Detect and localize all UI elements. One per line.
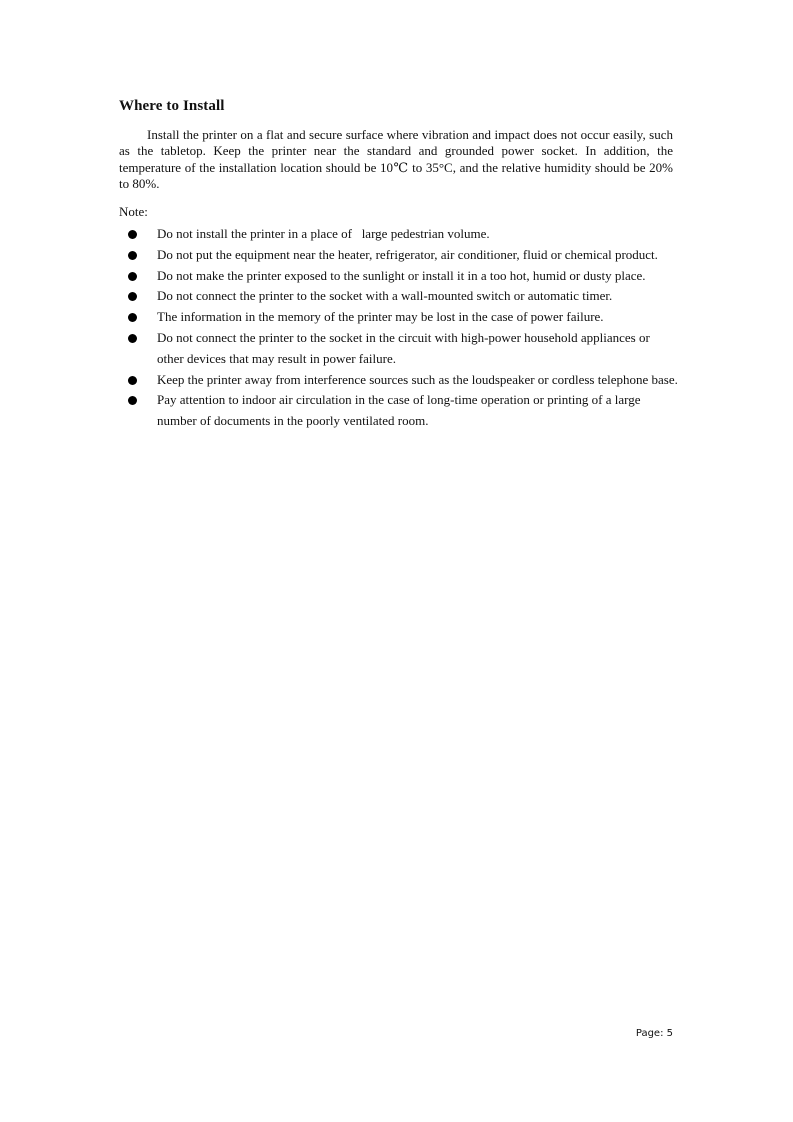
intro-paragraph: Install the printer on a flat and secure surface where vibration and impact does not occur easily, such as the tabletop. Keep the printer near the standard and grounded power socket. In addition, the temperature of the installation location should be 10℃ to 35°C, and the relative humidity should be 20% to 80%. <box>119 127 673 191</box>
note-text: The information in the memory of the printer may be lost in the case of power failure. <box>157 309 604 325</box>
note-text: Do not connect the printer to the socket in the circuit with high-power household appliances or other devices that may result in power failure. <box>157 329 650 366</box>
bullet-icon <box>128 334 137 343</box>
bullet-icon <box>128 272 137 281</box>
bullet-icon <box>128 396 137 405</box>
note-text: Pay attention to indoor air circulation in the case of long-time operation or printing of a large number of documents in the poorly ventilated room. <box>157 392 641 429</box>
note-text: Do not install the printer in a place of large pedestrian volume. <box>157 226 490 241</box>
note-item <box>119 224 679 245</box>
page-number: Page: 5 <box>635 1028 673 1039</box>
note-text: Do not connect the printer to the socket with a wall-mounted switch or automatic timer. <box>157 288 613 304</box>
note-item <box>119 307 679 328</box>
note-item <box>119 370 679 391</box>
bullet-icon <box>128 251 137 260</box>
note-text: Do not put the equipment near the heater, refrigerator, air conditioner, fluid or chemical product. <box>157 246 658 262</box>
section-heading: Where to Install <box>119 98 225 114</box>
note-item <box>119 245 679 266</box>
bullet-icon <box>128 313 137 322</box>
note-list <box>119 224 679 432</box>
note-item <box>119 390 679 432</box>
bullet-icon <box>128 292 137 301</box>
note-item <box>119 328 679 370</box>
note-label: Note: <box>119 204 148 219</box>
note-item <box>119 286 679 307</box>
note-text: Do not make the printer exposed to the sunlight or install it in a too hot, humid or dusty place. <box>157 267 646 283</box>
note-text: Keep the printer away from interference sources such as the loudspeaker or cordless telephone base. <box>157 371 678 387</box>
bullet-icon <box>128 376 137 385</box>
note-item <box>119 266 679 287</box>
bullet-icon <box>128 230 137 239</box>
